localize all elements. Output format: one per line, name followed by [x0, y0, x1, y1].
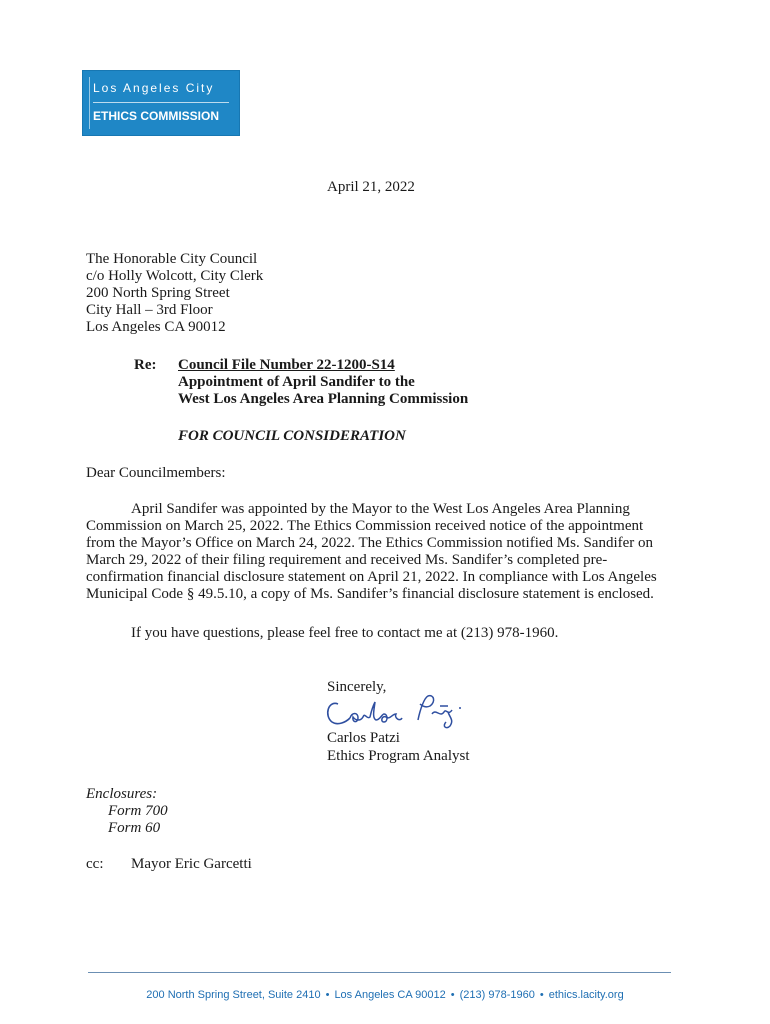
footer-address: 200 North Spring Street, Suite 2410: [146, 989, 321, 1001]
address-line: c/o Holly Wolcott, City Clerk: [86, 268, 264, 284]
logo-city-text: Los Angeles City: [93, 81, 215, 95]
questions-paragraph: If you have questions, please feel free to contact me at (213) 978-1960.: [131, 625, 559, 641]
bullet-icon: •: [539, 989, 544, 1001]
address-line: City Hall – 3rd Floor: [86, 302, 213, 318]
ethics-commission-logo: [82, 70, 240, 136]
signer-name: Carlos Patzi: [327, 730, 400, 746]
bullet-icon: •: [450, 989, 455, 1001]
address-line: 200 North Spring Street: [86, 285, 230, 301]
footer-website-link[interactable]: ethics.lacity.org: [548, 989, 624, 1001]
enclosure-item: Form 60: [108, 820, 161, 836]
re-subject-line: Appointment of April Sandifer to the: [178, 374, 415, 390]
cc-label: cc:: [86, 856, 104, 872]
footer: [0, 989, 770, 1001]
council-file-number: Council File Number 22-1200-S14: [178, 357, 395, 373]
salutation: Dear Councilmembers:: [86, 465, 226, 481]
body-paragraph: April Sandifer was appointed by the Mayor to the West Los Angeles Area Planning Commission on March 25, 2022. The Ethics Commission received notice of the appointment from the Mayor’s Office on March 24, 2022. The Ethics Commission notified Ms. Sandifer on March 29, 2022 of their filing requirement and received Ms. Sandifer’s completed pre-confirmation financial disclosure statement on April 21, 2022. In compliance with Los Angeles Municipal Code § 49.5.10, a copy of Ms. Sandifer’s financial disclosure statement is enclosed.: [86, 501, 657, 602]
letter-date: April 21, 2022: [327, 179, 415, 195]
cc-recipient: Mayor Eric Garcetti: [131, 856, 252, 872]
closing: Sincerely,: [327, 679, 387, 695]
address-line: Los Angeles CA 90012: [86, 319, 226, 335]
re-subject-line: West Los Angeles Area Planning Commission: [178, 391, 469, 407]
signer-title: Ethics Program Analyst: [327, 748, 470, 764]
logo-commission-text: ETHICS COMMISSION: [93, 109, 220, 123]
for-council-consideration: FOR COUNCIL CONSIDERATION: [178, 428, 406, 444]
logo-divider: [93, 102, 229, 103]
footer-city: Los Angeles CA 90012: [334, 989, 446, 1001]
enclosures-label: Enclosures:: [86, 786, 158, 802]
re-label: Re:: [134, 357, 157, 373]
footer-divider: [88, 972, 671, 973]
address-line: The Honorable City Council: [86, 251, 258, 267]
bullet-icon: •: [325, 989, 330, 1001]
enclosure-item: Form 700: [108, 803, 168, 819]
footer-phone: (213) 978-1960: [459, 989, 535, 1001]
